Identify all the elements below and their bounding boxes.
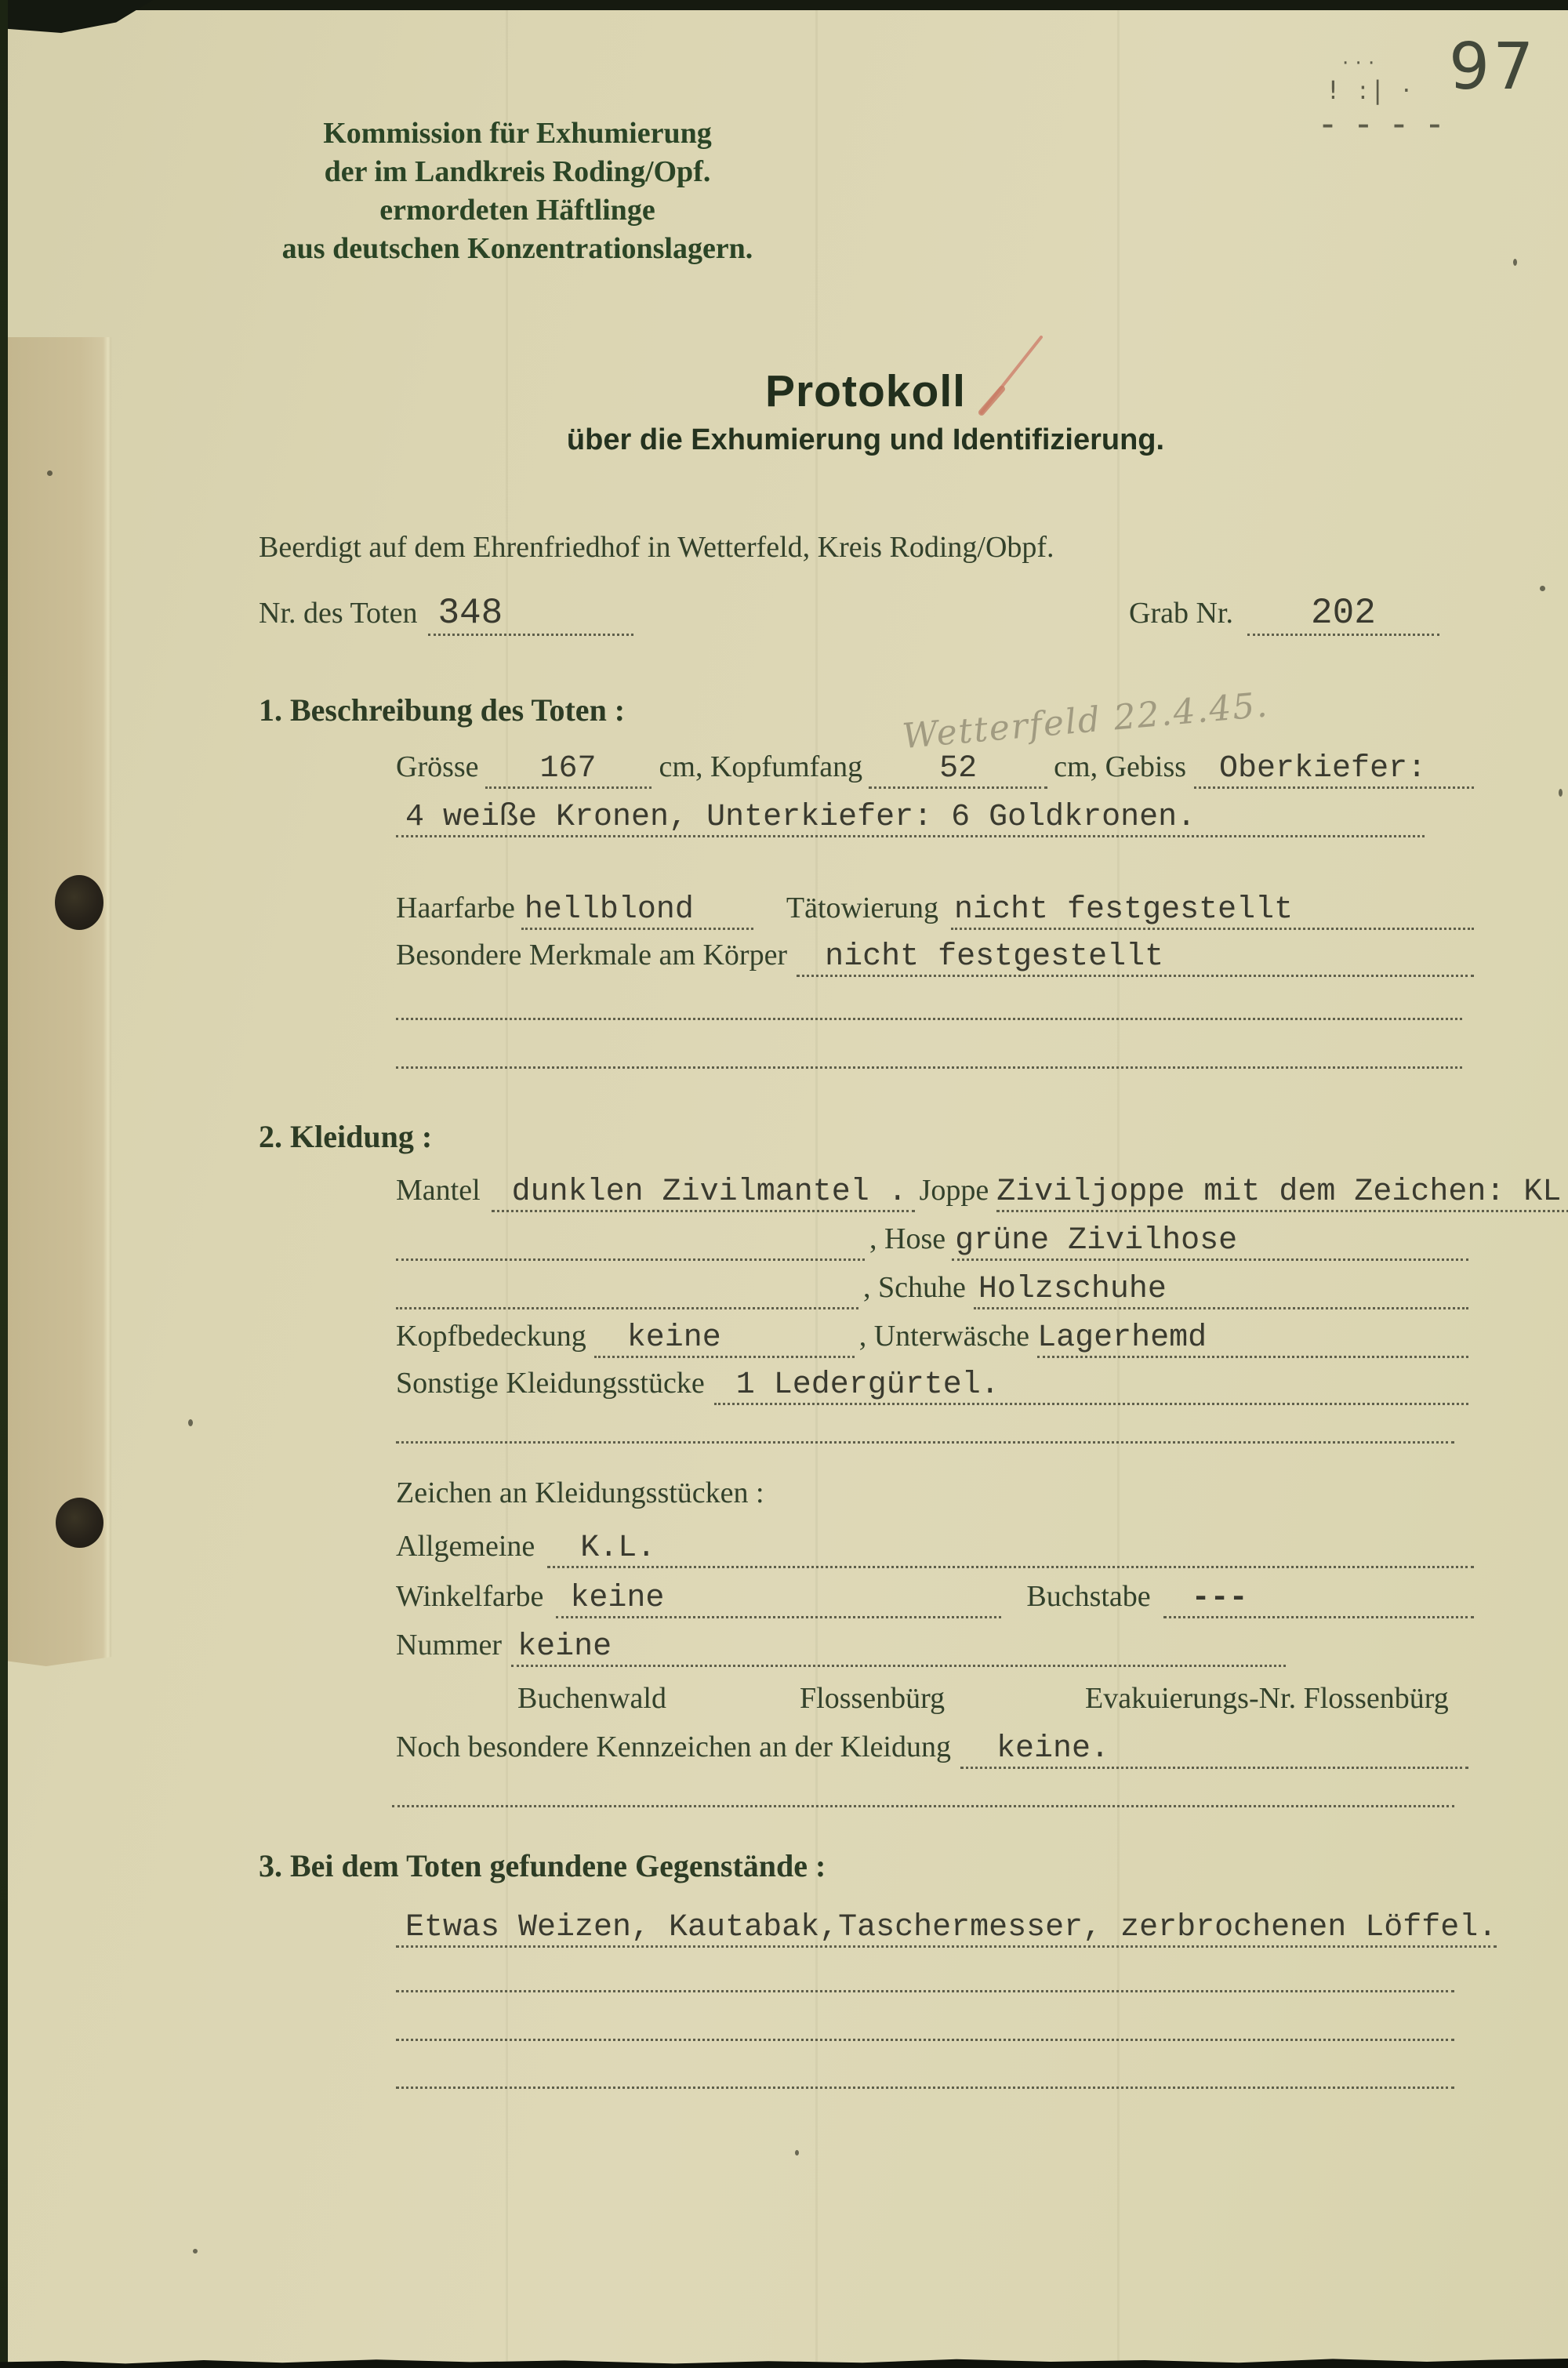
deceased-number-value: 348 xyxy=(437,593,503,634)
document-title: Protokoll xyxy=(764,366,966,416)
empty-form-line xyxy=(392,1805,1454,1807)
scan-speck xyxy=(47,470,53,476)
scan-speck xyxy=(1513,259,1517,266)
teeth-label: cm, Gebiss xyxy=(1054,750,1187,783)
section1-heading: 1. Beschreibung des Toten : xyxy=(259,692,626,728)
letterhead xyxy=(235,114,800,268)
teeth-value-line1: Oberkiefer: xyxy=(1219,751,1427,786)
punch-hole xyxy=(55,875,103,930)
teeth-value-line2: 4 weiße Kronen, Unterkiefer: 6 Goldkronen. xyxy=(405,800,1196,835)
empty-form-line xyxy=(396,1990,1454,1992)
special-marks-value: keine. xyxy=(996,1731,1110,1767)
letterhead-line: aus deutschen Konzentrationslagern. xyxy=(281,232,753,265)
pencil-marks: ! :| · xyxy=(1328,75,1417,105)
grave-number-label: Grab Nr. xyxy=(1129,597,1233,630)
coat-value: dunklen Zivilmantel . xyxy=(511,1175,907,1210)
underwear-label: , Unterwäsche xyxy=(858,1320,1030,1353)
head-circumference-label: cm, Kopfumfang xyxy=(659,750,863,783)
letter-value: --- xyxy=(1191,1581,1248,1616)
scan-speck xyxy=(1559,789,1563,797)
scan-speck xyxy=(795,2150,799,2156)
found-items-value: Etwas Weizen, Kautabak,Taschermesser, zerbrochenen Löffel. xyxy=(405,1910,1497,1945)
pencil-dashes: – – – – xyxy=(1322,111,1449,139)
red-pencil-check-mark xyxy=(966,331,1052,425)
underwear-value: Lagerhemd xyxy=(1037,1320,1207,1356)
jacket-value: Ziviljoppe mit dem Zeichen: KL xyxy=(996,1175,1562,1210)
letterhead-line: ermordeten Häftlinge xyxy=(379,194,655,227)
clothing-marks-heading: Zeichen an Kleidungsstücken : xyxy=(396,1476,764,1509)
letterhead-line: der im Landkreis Roding/Opf. xyxy=(324,155,711,188)
hair-color-value: hellblond xyxy=(524,892,694,928)
letter-label: Buchstabe xyxy=(1026,1580,1151,1613)
other-clothing-value: 1 Ledergürtel. xyxy=(735,1367,1000,1403)
empty-form-line xyxy=(396,2087,1454,2089)
coat-label: Mantel xyxy=(396,1174,481,1207)
height-value: 167 xyxy=(539,751,597,786)
triangle-color-value: keine xyxy=(570,1581,665,1616)
burial-location-line: Beerdigt auf dem Ehrenfriedhof in Wetterfeld, Kreis Roding/Obpf. xyxy=(259,531,1054,564)
deceased-number-label: Nr. des Toten xyxy=(259,597,418,630)
page-number: 97 xyxy=(1449,30,1537,104)
headwear-label: Kopfbedeckung xyxy=(396,1320,586,1353)
document-subtitle: über die Exhumierung und Identifizierung. xyxy=(566,423,1165,456)
scan-edge-corner xyxy=(0,0,153,33)
grave-number-value: 202 xyxy=(1311,593,1376,634)
head-circumference-value: 52 xyxy=(939,751,978,786)
scan-speck xyxy=(188,1419,193,1426)
section3-heading: 3. Bei dem Toten gefundene Gegenstände : xyxy=(259,1848,826,1883)
handwritten-note: Wetterfeld 22.4.45. xyxy=(900,685,1271,757)
body-marks-label: Besondere Merkmale am Körper xyxy=(396,939,788,972)
letterhead-line: Kommission für Exhumierung xyxy=(323,117,712,150)
evacuation-nr-label: Evakuierungs-Nr. Flossenbürg xyxy=(1085,1682,1449,1715)
tattoo-value: nicht festgestellt xyxy=(954,892,1294,928)
scan-edge-left xyxy=(0,0,8,2368)
body-marks-value: nicht festgestellt xyxy=(825,939,1164,975)
scan-edge-bottom xyxy=(0,2352,1568,2368)
archival-tape-strip xyxy=(6,337,111,1666)
empty-form-line xyxy=(396,2039,1454,2041)
triangle-color-label: Winkelfarbe xyxy=(396,1580,544,1613)
empty-form-line xyxy=(396,1066,1462,1069)
scan-edge-top xyxy=(0,0,1568,10)
trousers-value: grüne Zivilhose xyxy=(955,1223,1238,1258)
scan-speck xyxy=(1540,586,1545,591)
shoes-value: Holzschuhe xyxy=(978,1272,1167,1307)
camp-buchenwald-label: Buchenwald xyxy=(517,1682,666,1715)
headwear-value: keine xyxy=(626,1320,721,1356)
empty-form-line xyxy=(396,1441,1454,1444)
tattoo-label: Tätowierung xyxy=(786,892,939,924)
jacket-label: Joppe xyxy=(919,1174,989,1207)
special-marks-label: Noch besondere Kennzeichen an der Kleidung xyxy=(396,1731,951,1763)
shoes-label: , Schuhe xyxy=(863,1271,966,1304)
pencil-dots: · · · xyxy=(1342,52,1375,75)
empty-form-line xyxy=(396,1018,1462,1020)
scan-speck xyxy=(193,2249,198,2254)
number-label: Nummer xyxy=(396,1629,503,1662)
trousers-label: , Hose xyxy=(869,1222,946,1255)
number-value: keine xyxy=(517,1629,612,1665)
height-label: Grösse xyxy=(396,750,479,783)
general-mark-value: K.L. xyxy=(580,1531,656,1566)
camp-flossenbuerg-label: Flossenbürg xyxy=(800,1682,946,1715)
hair-color-label: Haarfarbe xyxy=(396,892,515,924)
punch-hole xyxy=(56,1498,103,1548)
other-clothing-label: Sonstige Kleidungsstücke xyxy=(396,1367,705,1400)
general-mark-label: Allgemeine xyxy=(396,1530,535,1563)
section2-heading: 2. Kleidung : xyxy=(259,1119,433,1154)
